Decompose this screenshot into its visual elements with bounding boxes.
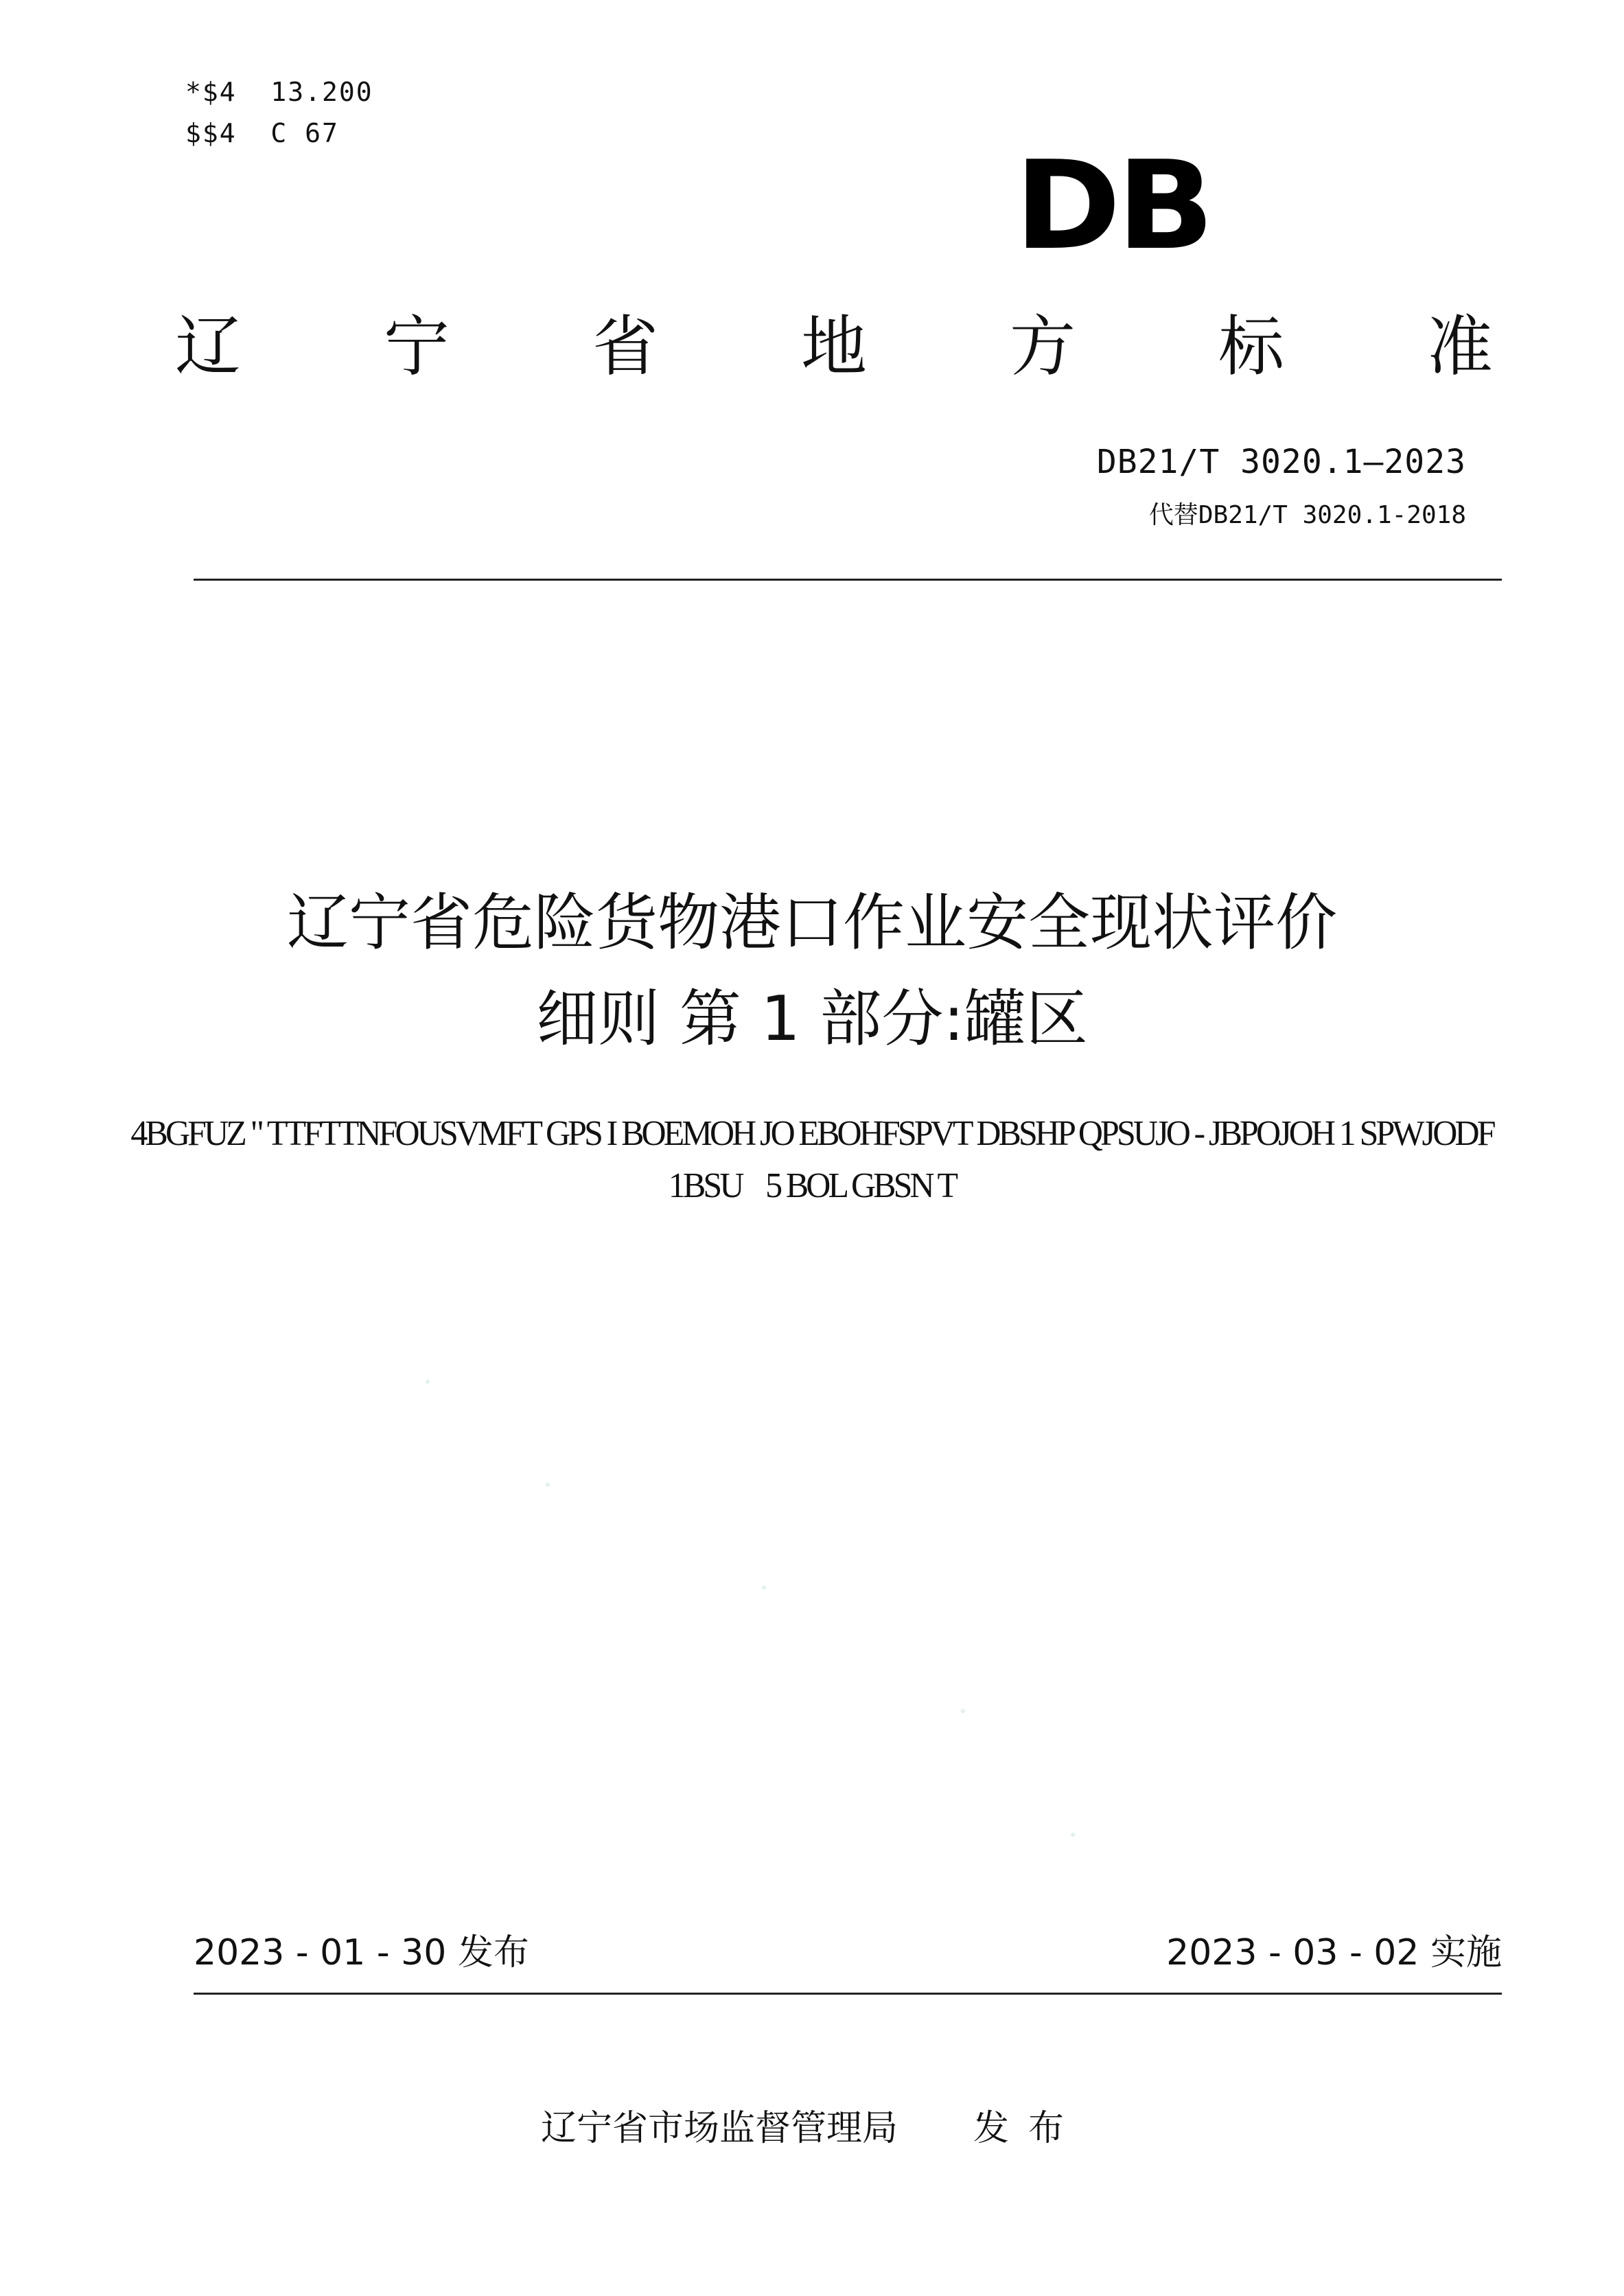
standard-type-char: 宁 — [384, 308, 450, 385]
top-divider — [194, 579, 1502, 581]
watermark-speck — [762, 1586, 766, 1590]
title-english-line-2: 1BSU 5 BOL GBSN T — [668, 1166, 956, 1205]
issuer-action: 发布 — [973, 2108, 1084, 2149]
implementation-date: 2023 - 03 - 02 实施 — [1166, 1932, 1502, 1973]
title-english-line-1: 4BGFUZ " TTFTTNFOUSVMFT GPS I BOEMOH JO EBOHFSPVT DBSHP QPSUJO - JBPOJOH 1 SPWJODF — [130, 1114, 1494, 1153]
standard-type-char: 标 — [1218, 308, 1284, 385]
standard-type-char: 方 — [1010, 308, 1076, 385]
issuer-name: 辽宁省市场监督管理局 — [540, 2108, 898, 2149]
standard-type-char: 地 — [801, 308, 867, 385]
issue-date: 2023 - 01 - 30 发布 — [194, 1932, 529, 1973]
standard-number: DB21/T 3020.1—2023 — [1096, 443, 1466, 481]
watermark-speck — [1071, 1833, 1075, 1837]
standard-type-char: 省 — [592, 308, 658, 385]
standard-type-char: 准 — [1427, 308, 1493, 385]
replaced-standard: 代替DB21/T 3020.1-2018 — [1148, 501, 1466, 529]
issuer — [0, 2099, 1624, 2150]
standard-type-heading — [175, 305, 1493, 388]
watermark-speck — [546, 1483, 550, 1487]
db-logo: DB — [1014, 135, 1211, 277]
title-chinese-line-1: 辽宁省危险货物港口作业安全现状评价 — [287, 887, 1337, 959]
bottom-divider — [194, 1993, 1502, 1995]
watermark-speck — [961, 1709, 965, 1713]
title-chinese-line-2: 细则 第 1 部分:罐区 — [536, 983, 1088, 1055]
ics-code: *$4 13.200 — [185, 77, 373, 107]
ccs-code: $$4 C 67 — [185, 118, 339, 148]
standard-type-char: 辽 — [175, 308, 241, 385]
watermark-speck — [426, 1380, 430, 1384]
